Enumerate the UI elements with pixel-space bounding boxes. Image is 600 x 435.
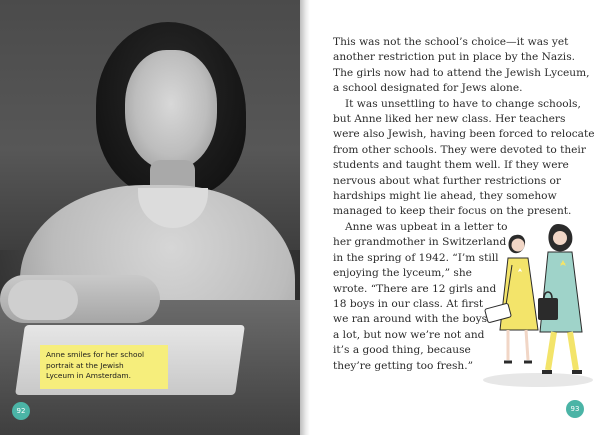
text-line: 18 boys in our class. At first (333, 297, 484, 310)
book-gutter (300, 0, 310, 435)
text-line: were also Jewish, having been forced to relocate (333, 128, 595, 141)
caption-line: portrait at the Jewish (46, 360, 124, 370)
text-line: it’s a good thing, because (333, 344, 471, 357)
text-line: we ran around with the boys (333, 313, 488, 326)
text-line: enjoying the lyceum,” she (333, 267, 472, 280)
text-line: they’re getting too fresh.” (333, 359, 474, 372)
photo-hand (8, 280, 78, 320)
illustration-ground-shadow (483, 373, 593, 387)
girl-in-yellow-coat (485, 235, 538, 362)
photo-caption (40, 345, 168, 389)
text-line: wrote. “There are 12 girls and (333, 282, 497, 295)
text-line: a school designated for Jews alone. (333, 82, 523, 95)
text-line: in the spring of 1942. “I’m still (333, 251, 499, 264)
text-line: students and taught them well. If they were (333, 159, 569, 172)
text-line: a lot, but now we’re not and (333, 328, 485, 341)
page-number-left: 92 (12, 402, 30, 420)
text-line: hardships might lie ahead, they somehow (333, 190, 557, 203)
two-girls-illustration (478, 210, 596, 390)
text-line: managed to keep their focus on the present. (333, 205, 572, 218)
text-line: Anne was upbeat in a letter to (345, 220, 508, 233)
text-line: This was not the school’s choice—it was yet (333, 36, 569, 48)
text-line: but Anne liked her new class. Her teachers (333, 113, 566, 126)
caption-line: Lyceum in Amsterdam. (46, 371, 131, 380)
text-line: another restriction put in place by the Nazis. (333, 51, 575, 64)
page-number-right: 93 (566, 400, 584, 418)
girl-in-teal-coat (538, 224, 582, 372)
text-line: nervous about what further restrictions or (333, 174, 561, 187)
text-line: It was unsettling to have to change schools, (345, 97, 581, 110)
text-line: The girls now had to attend the Jewish Lyceum, (333, 66, 590, 79)
caption-line: Anne smiles for her school (46, 350, 145, 359)
text-line: from other schools. They were devoted to their (333, 143, 586, 156)
photo-face (125, 50, 217, 170)
text-line: her grandmother in Switzerland (333, 236, 507, 249)
